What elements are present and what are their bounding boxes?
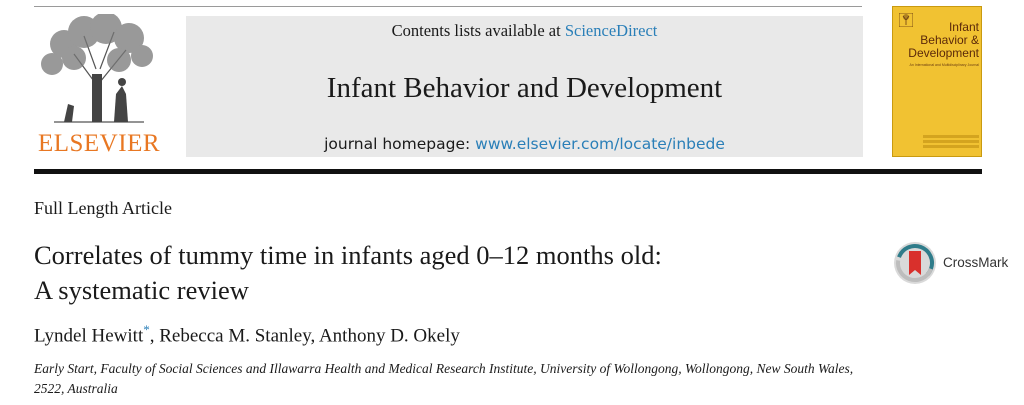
cover-title-line2: Behavior &	[920, 33, 979, 47]
author-list	[34, 322, 460, 347]
article-title-line1: Correlates of tummy time in infants aged 0–12 months old:	[34, 240, 662, 270]
publisher-name: ELSEVIER	[37, 130, 161, 157]
article-title-line2: A systematic review	[34, 275, 249, 305]
elsevier-tree-icon	[34, 14, 164, 126]
header-divider	[34, 169, 982, 174]
publisher-logo[interactable]	[34, 14, 164, 160]
cover-title-line3: Development	[908, 46, 979, 60]
affiliation-line2: 2522, Australia	[34, 381, 118, 396]
homepage-prefix: journal homepage:	[324, 135, 476, 153]
journal-masthead	[186, 16, 863, 157]
author-name[interactable]: Lyndel Hewitt	[34, 325, 144, 347]
journal-homepage-link[interactable]: www.elsevier.com/locate/inbede	[475, 135, 725, 153]
article-type: Full Length Article	[34, 198, 172, 218]
contents-prefix: Contents lists available at	[391, 21, 565, 40]
journal-cover[interactable]	[892, 6, 982, 157]
contents-line	[186, 21, 863, 41]
cover-footer-text	[923, 135, 979, 148]
author-name[interactable]: Rebecca M. Stanley	[159, 325, 311, 347]
cover-title	[897, 21, 979, 60]
cover-title-line1: Infant	[948, 20, 979, 34]
author-separator: ,	[310, 325, 319, 347]
author-affiliation	[34, 359, 914, 399]
crossmark-badge[interactable]	[893, 241, 1013, 285]
sciencedirect-link[interactable]: ScienceDirect	[564, 21, 658, 40]
corresponding-author-mark[interactable]: *	[143, 322, 150, 337]
top-rule	[34, 6, 862, 7]
article-title	[34, 238, 854, 308]
affiliation-line1: Early Start, Faculty of Social Sciences and Illawarra Health and Medical Research Institute, University of Wollongong, Wollongong, New South Wales,	[34, 361, 854, 376]
author-separator: ,	[149, 325, 160, 347]
crossmark-icon	[893, 241, 937, 285]
author-name[interactable]: Anthony D. Okely	[318, 325, 460, 347]
cover-subtitle: An International and Multidisciplinary Journal	[909, 63, 979, 67]
crossmark-label: CrossMark	[943, 255, 1009, 270]
homepage-line	[186, 135, 863, 153]
journal-title: Infant Behavior and Development	[326, 72, 723, 104]
